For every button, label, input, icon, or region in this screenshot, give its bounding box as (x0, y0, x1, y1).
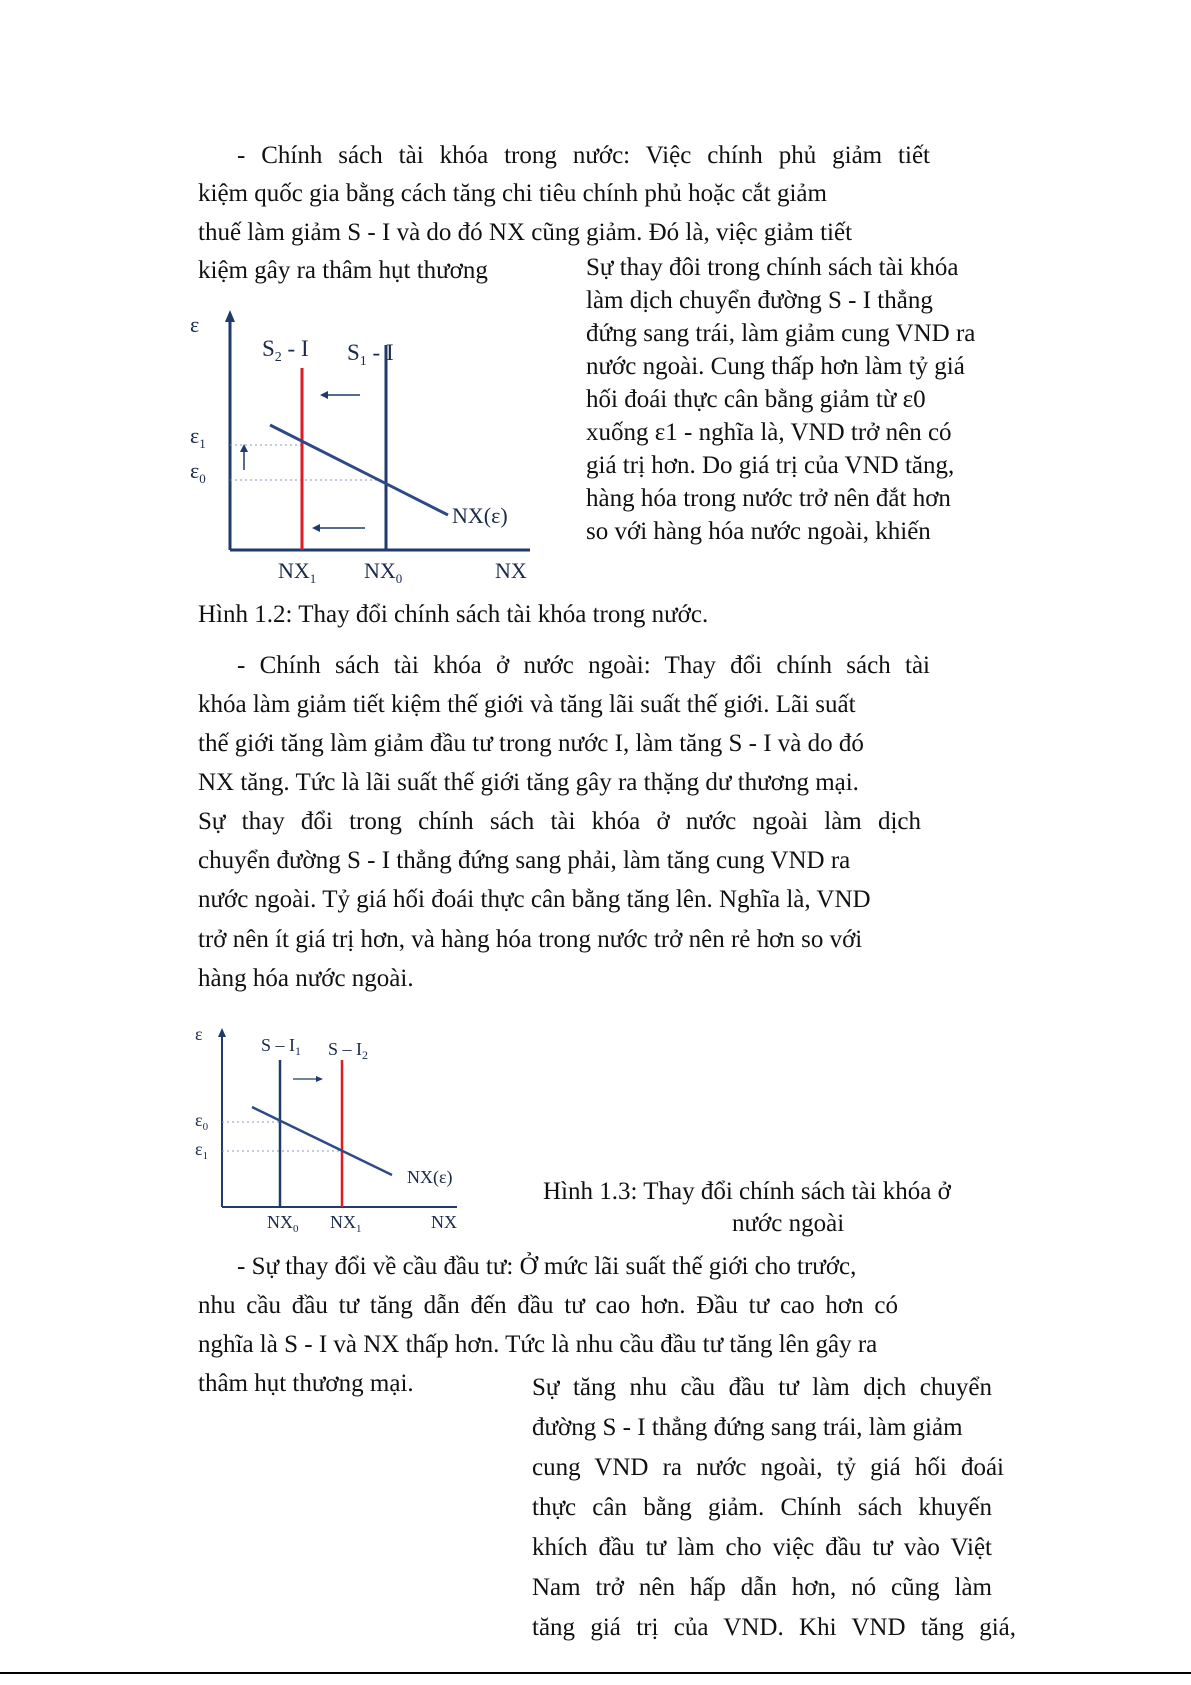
nx1-label: $NX_1$ (278, 558, 317, 585)
section1-side-7: giá trị hơn. Do giá trị của VND tăng, (586, 452, 955, 479)
section1-side-4: nước ngoài. Cung thấp hơn làm tỷ giá (586, 353, 965, 380)
figure-1-2 (190, 310, 550, 590)
left-arrow-icon (312, 524, 320, 532)
section3-line-4: thâm hụt thương mại. (198, 1370, 414, 1397)
s-i1-label: S – $I_1$ (261, 1035, 302, 1058)
s2-i-label: $S_2$ - I (262, 336, 309, 365)
section3-side-5: khích đầu tư làm cho việc đầu tư vào Việt (532, 1534, 992, 1561)
section3-line-3: nghĩa là S - I và NX thấp hơn. Tức là nhu cầu đầu tư tăng lên gây ra (198, 1331, 878, 1358)
nx-curve (270, 425, 448, 515)
s1-i-label: $S_1$ - I (347, 340, 394, 369)
section3-line-1: - Sự thay đổi về cầu đầu tư: Ở mức lãi suất thế giới cho trước, (237, 1253, 857, 1280)
section1-line-3: thuế làm giảm S - I và do đó NX cũng giảm. Đó là, việc giảm tiết (198, 219, 853, 246)
section1-line-1: - Chính sách tài khóa trong nước: Việc chính phủ giảm tiết (237, 142, 930, 169)
section1-side-6: xuống ε1 - nghĩa là, VND trở nên có (586, 419, 952, 446)
section3-side-7: tăng giá trị của VND. Khi VND tăng giá, (532, 1614, 1016, 1641)
section2-line-9: hàng hóa nước ngoài. (198, 965, 414, 992)
y-axis-arrow-icon (225, 310, 235, 322)
eps0-label: $\varepsilon_0$ (190, 458, 206, 486)
section2-line-2: khóa làm giảm tiết kiệm thế giới và tăng lãi suất thế giới. Lãi suất (198, 691, 856, 718)
nx0-label: $NX_0$ (267, 1212, 299, 1235)
section2-line-1: - Chính sách tài khóa ở nước ngoài: Thay đổi chính sách tài (237, 652, 930, 679)
section3-line-2: nhu cầu đầu tư tăng dẫn đến đầu tư cao hơn. Đầu tư cao hơn có (198, 1292, 898, 1319)
figure-1-3-graph (195, 1015, 475, 1235)
figure-1-3-caption-line-1: Hình 1.3: Thay đổi chính sách tài khóa ở (543, 1178, 951, 1205)
figure-1-2-caption: Hình 1.2: Thay đổi chính sách tài khóa trong nước. (198, 601, 709, 628)
x-axis-label: NX (431, 1212, 457, 1232)
y-axis-label: ε (190, 312, 200, 337)
y-axis-arrow-icon (218, 1028, 226, 1037)
eps0-label: $\varepsilon_0$ (195, 1110, 209, 1133)
nx-curve-label: NX(ε) (452, 503, 508, 528)
y-axis-label: ε (195, 1024, 203, 1044)
section2-line-8: trở nên ít giá trị hơn, và hàng hóa trong nước trở nên rẻ hơn so với (198, 926, 863, 953)
nx-curve (252, 1107, 392, 1175)
s-i2-label: S – $I_2$ (328, 1039, 369, 1062)
figure-1-2-graph (190, 310, 550, 585)
eps1-label: $\varepsilon_1$ (195, 1139, 209, 1162)
section1-side-2: làm dịch chuyển đường S - I thẳng (586, 287, 933, 314)
nx1-label: $NX_1$ (330, 1212, 362, 1235)
section1-side-3: đứng sang trái, làm giảm cung VND ra (586, 320, 976, 347)
section2-line-7: nước ngoài. Tỷ giá hối đoái thực cân bằng tăng lên. Nghĩa là, VND (198, 886, 871, 913)
nx-curve-label: NX(ε) (407, 1167, 453, 1187)
section3-side-1: Sự tăng nhu cầu đầu tư làm dịch chuyển (532, 1374, 992, 1401)
figure-1-3 (195, 1015, 475, 1240)
section1-line-2: kiệm quốc gia bằng cách tăng chi tiêu chính phủ hoặc cắt giảm (198, 180, 827, 207)
left-arrow-icon (320, 391, 328, 399)
eps1-label: $\varepsilon_1$ (190, 423, 206, 451)
section1-line-4: kiệm gây ra thâm hụt thương (198, 257, 488, 284)
section2-line-6: chuyển đường S - I thẳng đứng sang phải, làm tăng cung VND ra (198, 847, 851, 874)
section2-line-4: NX tăng. Tức là lãi suất thế giới tăng gây ra thặng dư thương mại. (198, 769, 859, 796)
x-axis-label: NX (495, 558, 527, 583)
section2-line-5: Sự thay đổi trong chính sách tài khóa ở nước ngoài làm dịch (198, 808, 921, 835)
figure-1-3-caption-line-2: nước ngoài (732, 1210, 845, 1237)
section3-side-2: đường S - I thẳng đứng sang trái, làm giảm (532, 1414, 963, 1441)
right-arrow-icon (316, 1076, 323, 1082)
section2-line-3: thế giới tăng làm giảm đầu tư trong nước I, làm tăng S - I và do đó (198, 730, 864, 757)
section1-side-9: so với hàng hóa nước ngoài, khiến (586, 518, 931, 545)
section1-side-5: hối đoái thực cân bằng giảm từ ε0 (586, 386, 926, 413)
section1-side-8: hàng hóa trong nước trở nên đắt hơn (586, 485, 951, 512)
section3-side-3: cung VND ra nước ngoài, tỷ giá hối đoái (532, 1454, 1004, 1481)
page-bottom-rule (0, 1672, 1191, 1674)
section3-side-4: thực cân bằng giảm. Chính sách khuyến (532, 1494, 992, 1521)
nx0-label: $NX_0$ (364, 558, 403, 585)
section3-side-6: Nam trở nên hấp dẫn hơn, nó cũng làm (532, 1574, 992, 1601)
section1-side-1: Sự thay đôi trong chính sách tài khóa (586, 254, 959, 281)
